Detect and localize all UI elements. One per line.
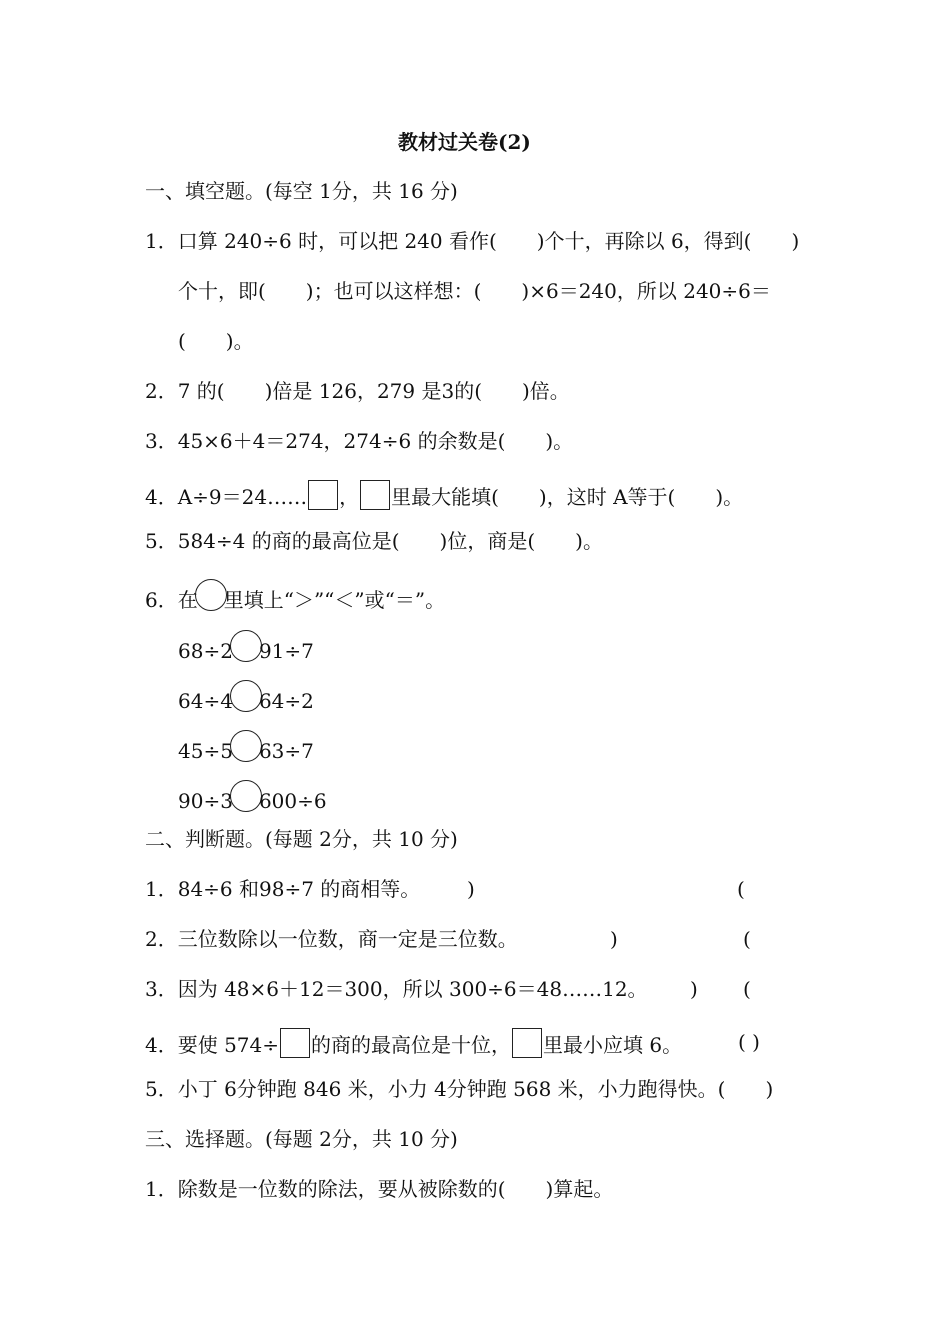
s2-q4-text-c: 里最小应填 6。 <box>543 1033 683 1057</box>
circle-icon <box>195 579 227 611</box>
compare-right: 600÷6 <box>258 789 327 813</box>
compare-row <box>178 630 314 665</box>
compare-left: 45÷5 <box>178 739 233 763</box>
s2-q1-paren-open[interactable]: ( <box>737 877 745 901</box>
s1-q4-text-b: ， <box>339 485 360 509</box>
compare-circle[interactable] <box>230 730 262 762</box>
s2-q3-paren-open[interactable]: ( <box>743 977 751 1001</box>
compare-row <box>178 780 327 815</box>
s1-q1-line1: 1．口算 240÷6 时，可以把 240 看作( )个十，再除以 6，得到( ) <box>145 229 800 253</box>
s2-q3-paren-close: ) <box>690 977 698 1001</box>
s1-q1-line3: ( )。 <box>178 329 254 353</box>
s2-q1-paren-close: ) <box>467 877 475 901</box>
s1-q1-line2: 个十，即( )；也可以这样想：( )×6＝240，所以 240÷6＝ <box>178 279 771 303</box>
s2-q4 <box>145 1028 682 1059</box>
s1-q4-text-a: 4．A÷9＝24…… <box>145 485 308 509</box>
s1-q6 <box>145 579 445 614</box>
compare-row <box>178 730 314 765</box>
compare-left: 68÷2 <box>178 639 233 663</box>
s1-q3: 3．45×6＋4＝274，274÷6 的余数是( )。 <box>145 429 574 453</box>
s2-q3: 3．因为 48×6＋12＝300，所以 300÷6＝48……12。 <box>145 977 648 1001</box>
s2-q1: 1．84÷6 和98÷7 的商相等。 <box>145 877 421 901</box>
s1-q4-text-c: 里最大能填( )，这时 A等于( )。 <box>391 485 744 509</box>
s1-q6-text-b: 里填上“＞”“＜”或“＝”。 <box>223 588 446 612</box>
s1-q4 <box>145 480 743 511</box>
compare-row <box>178 680 314 715</box>
compare-circle[interactable] <box>230 680 262 712</box>
s3-q1: 1．除数是一位数的除法，要从被除数的( )算起。 <box>145 1177 614 1201</box>
s2-q2-paren-close: ) <box>610 927 618 951</box>
s2-q2: 2．三位数除以一位数，商一定是三位数。 <box>145 927 518 951</box>
section1-heading: 一、填空题。(每空 1分，共 16 分) <box>145 179 458 203</box>
compare-circle[interactable] <box>230 630 262 662</box>
s2-q4-text-a: 4．要使 574÷ <box>145 1033 280 1057</box>
answer-box[interactable] <box>280 1028 310 1058</box>
section2-heading: 二、判断题。(每题 2分，共 10 分) <box>145 827 458 851</box>
compare-right: 63÷7 <box>258 739 314 763</box>
compare-circle[interactable] <box>230 780 262 812</box>
s2-q5: 5．小丁 6分钟跑 846 米，小力 4分钟跑 568 米，小力跑得快。( ) <box>145 1077 774 1101</box>
answer-box[interactable] <box>512 1028 542 1058</box>
section3-heading: 三、选择题。(每题 2分，共 10 分) <box>145 1127 458 1151</box>
s1-q2: 2．7 的( )倍是 126，279 是3的( )倍。 <box>145 379 570 403</box>
compare-left: 64÷4 <box>178 689 233 713</box>
page-title: 教材过关卷(2) <box>398 130 531 154</box>
s1-q6-text-a: 6．在 <box>145 588 198 612</box>
s2-q2-paren-open[interactable]: ( <box>743 927 751 951</box>
compare-right: 91÷7 <box>258 639 314 663</box>
s2-q4-paren[interactable]: ( ) <box>738 1030 760 1054</box>
s1-q5: 5．584÷4 的商的最高位是( )位，商是( )。 <box>145 529 603 553</box>
s2-q4-text-b: 的商的最高位是十位， <box>311 1033 512 1057</box>
compare-right: 64÷2 <box>258 689 314 713</box>
compare-left: 90÷3 <box>178 789 233 813</box>
answer-box[interactable] <box>308 480 338 510</box>
answer-box[interactable] <box>360 480 390 510</box>
